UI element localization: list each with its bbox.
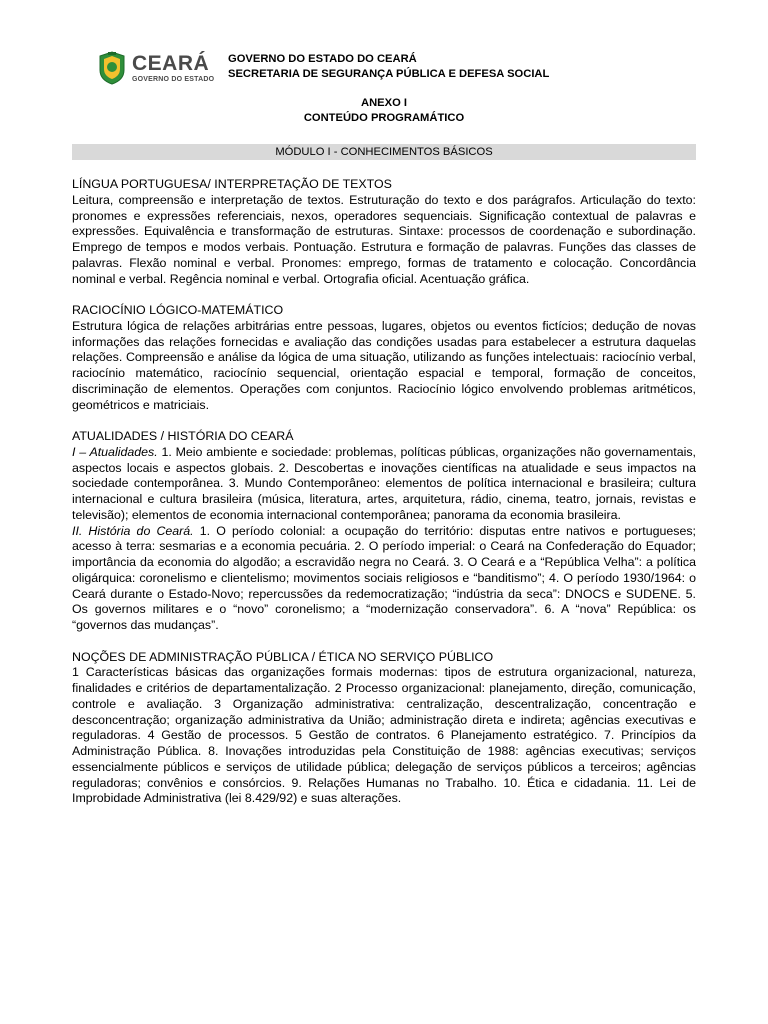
document-body: [72, 177, 696, 823]
part-label: I – Atualidades.: [72, 444, 158, 459]
section-text-part2: [72, 524, 696, 634]
logo-wordmark: CEARÁ: [132, 52, 210, 75]
document-titles: [72, 96, 696, 126]
section-title: RACIOCÍNIO LÓGICO-MATEMÁTICO: [72, 303, 284, 317]
section-text: Estrutura lógica de relações arbitrárias entre pessoas, lugares, objetos ou eventos fictícios; dedução de novas informações das relações fornecidas e avaliação das condições usadas para estabelecer a estrutura daquelas relações. Compreensão e análise da lógica de uma situação, utilizando as funções intelectuais: raciocínio verbal, raciocínio matemático, raciocínio sequencial, orientação espacial e temporal, formação de conceitos, discriminação de elementos. Operações com conjuntos. Raciocínio lógico envolvendo problemas aritméticos, geométricos e matriciais.: [72, 318, 696, 412]
coat-of-arms-icon: [98, 50, 126, 86]
page-header: [98, 46, 228, 90]
section-title: LÍNGUA PORTUGUESA/ INTERPRETAÇÃO DE TEXTOS: [72, 177, 392, 191]
module-heading-bar: [72, 144, 696, 160]
section-portuguese: [72, 177, 696, 287]
ceara-logo: [98, 46, 228, 90]
section-logical-reasoning: [72, 303, 696, 413]
section-text: Leitura, compreensão e interpretação de textos. Estruturação do texto e dos parágrafos. Articulação do texto: pronomes e expressões referenciais, nexos, operadores sequenciais. Significação contextual de palavras e expressões. Equivalência e transformação de estruturas. Sintaxe: processos de coordenação e subordinação. Emprego de tempos e modos verbais. Pontuação. Estrutura e formação de palavras. Funções das classes de palavras. Flexão nominal e verbal. Pronomes: emprego, formas de tratamento e colocação. Concordância nominal e verbal. Regência nominal e verbal. Ortografia oficial. Acentuação gráfica.: [72, 192, 696, 286]
header-secretariat-line: SECRETARIA DE SEGURANÇA PÚBLICA E DEFESA SOCIAL: [228, 68, 550, 80]
section-title: ATUALIDADES / HISTÓRIA DO CEARÁ: [72, 429, 294, 443]
section-public-administration: [72, 650, 696, 808]
part-label: II. História do Ceará.: [72, 523, 194, 538]
part-text: 1. O período colonial: a ocupação do território: disputas entre nativos e portugueses; acesso à terra: sesmarias e a economia pecuária. 2. O período imperial: o Ceará na Confederação do Equador; importância da economia do algodão; a escravidão negra no Ceará. 3. O Ceará e a “República Velha”: a política oligárquica: coronelismo e clientelismo; movimentos sociais religiosos e “banditismo”; 4. O período 1930/1964: o Ceará durante o Estado-Novo; repercussões da redemocratização; “indústria da seca”: DNOCS e SUDENE. 5. Os governos militares e o “novo” coronelismo; a “modernização conservadora”. 6. A “nova” República: os “governos das mudanças”.: [72, 523, 696, 632]
module-heading: MÓDULO I - CONHECIMENTOS BÁSICOS: [275, 146, 493, 158]
header-institution: [228, 52, 549, 82]
program-title: CONTEÚDO PROGRAMÁTICO: [303, 112, 465, 124]
section-title: NOÇÕES DE ADMINISTRAÇÃO PÚBLICA / ÉTICA NO SERVIÇO PÚBLICO: [72, 649, 494, 664]
section-current-affairs-history: [72, 429, 696, 634]
part-text: 1. Meio ambiente e sociedade: problemas, políticas públicas, organizações não governamentais, aspectos locais e aspectos globais. 2. Descobertas e inovações científicas na atualidade e seus impactos na sociedade contemporânea. 3. Mundo Contemporâneo: elementos de política internacional e brasileira; cultura internacional e cultura brasileira (música, literatura, artes, arquitetura, rádio, cinema, teatro, jornais, revistas e televisão); elementos de economia internacional contemporânea; panorama da economia brasileira.: [72, 444, 696, 522]
header-government-line: GOVERNO DO ESTADO DO CEARÁ: [228, 53, 417, 65]
logo-subtitle: GOVERNO DO ESTADO: [132, 76, 215, 83]
section-text: 1 Características básicas das organizações formais modernas: tipos de estrutura organizacional, natureza, finalidades e critérios de departamentalização. 2 Processo organizacional: planejamento, direção, comunicação, controle e avaliação. 3 Organização administrativa: centralização, descentralização, concentração e desconcentração; organização administrativa da União; administração direta e indireta; agências executivas e reguladoras. 4 Gestão de processos. 5 Gestão de contratos. 6 Planejamento estratégico. 7. Princípios da Administração Pública. 8. Inovações introduzidas pela Constituição de 1988: agências executivas; serviços essencialmente públicos e serviços de utilidade pública; delegação de serviços públicos a terceiros; agências reguladoras; convênios e consórcios. 9. Relações Humanas no Trabalho. 10. Ética e cidadania. 11. Lei de Improbidade Administrativa (lei 8.429/92) e suas alterações.: [72, 665, 696, 806]
annex-title: ANEXO I: [360, 97, 407, 109]
section-text-part1: [72, 445, 696, 524]
